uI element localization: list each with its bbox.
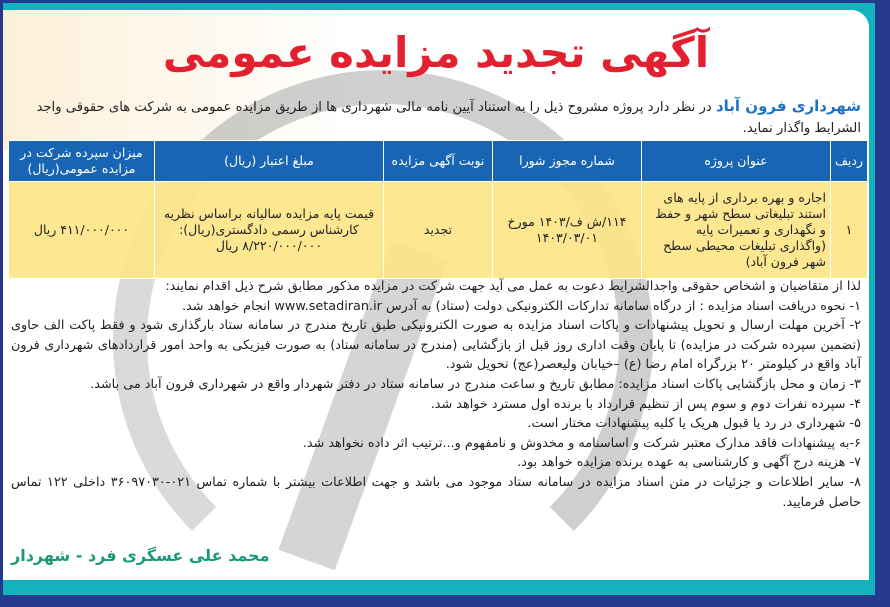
term-item: ۴- سپرده نفرات دوم و سوم پس از تنظیم قرارداد با برنده اول مسترد خواهد شد. <box>430 396 861 412</box>
table-header-row <box>9 141 868 182</box>
cell-deposit: ۴۱۱/۰۰۰/۰۰۰ ریال <box>9 182 155 279</box>
mayor-signature: محمد علی عسگری فرد - شهردار <box>11 546 270 565</box>
col-project-title: عنوان پروژه <box>641 141 830 182</box>
cell-row-number: ۱ <box>830 182 867 279</box>
term-item: ۸- سایر اطلاعات و جزئیات در متن اسناد مزایده در سامانه ستاد موجود می باشد و جهت اطلاعات بیشتر با شماره تماس ۰۲۱-۳۶۰۹۷۰۳۰ داخلی ۱۲۲ تماس حاصل فرمایید. <box>11 474 861 510</box>
table-row <box>9 182 868 279</box>
col-amount: مبلغ اعتبار (ریال) <box>154 141 383 182</box>
intro-text: در نظر دارد پروژه مشروح ذیل را به استناد آیین نامه مالی شهرداری ها از طریق مزایده عمومی به شرکت های حقوقی واجد الشرایط واگذار نماید. <box>36 100 861 136</box>
col-row-number: ردیف <box>830 141 867 182</box>
cell-amount: قیمت پایه مزایده سالیانه براساس نظریه کارشناس رسمی دادگستری(ریال): ۸/۲۲۰/۰۰۰/۰۰۰ ریال <box>154 182 383 279</box>
auction-table <box>8 140 868 279</box>
term-item: ۵- شهرداری در رد یا قبول هریک یا کلیه پیشنهادات مختار است. <box>527 416 861 432</box>
cell-council-permit: ۱۱۴/ش ف/۱۴۰۳ مورخ ۱۴۰۳/۰۳/۰۱ <box>492 182 641 279</box>
terms-list <box>11 277 861 512</box>
cell-project-title: اجاره و بهره برداری از پایه های استند تبلیغاتی سطح شهر و حفظ و نگهداری و تعمیرات پایه (واگذاری تبلیغات محیطی سطح شهر فرون آباد) <box>641 182 830 279</box>
term-item: ۲- آخرین مهلت ارسال و تحویل پیشنهادات و پاکات اسناد مزایده به صورت الکترونیکی طبق تاریخ مندرج در سامانه ستاد بارگذاری شود و فقط پاکت الف حاوی (تضمین سپرده شرکت در مزایده) تا پایان وقت اداری روز قبل از بازگشایی (مندرج در سامانه ستاد) به صورت فیزیکی به واحد امور قراردادهای شهرداری فرون آباد واقع در کیلومتر ۲۰ بزرگراه امام رضا (ع) –خیابان ولیعصر(عج) تحویل شود. <box>11 318 861 373</box>
terms-intro: لذا از متقاضیان و اشخاص حقوقی واجدالشرایط دعوت به عمل می آید جهت شرکت در مزایده مذکور مطابق شرح ذیل اقدام نمایند: <box>165 279 861 294</box>
organization-name: شهرداری فرون آباد <box>715 97 861 115</box>
intro-paragraph <box>11 96 861 139</box>
term-item: ۱- نحوه دریافت اسناد مزایده : از درگاه سامانه تدارکات الکترونیکی دولت (ستاد) به آدرس www.setadiran.ir انجام خواهد شد. <box>181 298 861 314</box>
col-round: نوبت آگهی مزایده <box>383 141 492 182</box>
col-deposit: میزان سپرده شرکت در مزایده عمومی(ریال) <box>9 141 155 182</box>
ad-title: آگهی تجدید مزایده عمومی <box>162 28 710 77</box>
term-item: ۶-به پیشنهادات فاقد مدارک معتبر شرکت و اساسنامه و مخدوش و نامفهوم و...ترتیب اثر داده نخواهد شد. <box>302 435 861 451</box>
term-item: ۷- هزینه درج آگهی و کارشناسی به عهده برنده مزایده خواهد بود. <box>517 455 861 471</box>
ad-panel <box>3 10 869 580</box>
col-council-permit: شماره مجوز شورا <box>492 141 641 182</box>
cell-round: تجدید <box>383 182 492 279</box>
term-item: ۳- زمان و محل بازگشایی پاکات اسناد مزایده: مطابق تاریخ و ساعت مندرج در سامانه ستاد در دفتر شهردار واقع در شهرداری فرون آباد می باشد. <box>90 376 861 392</box>
